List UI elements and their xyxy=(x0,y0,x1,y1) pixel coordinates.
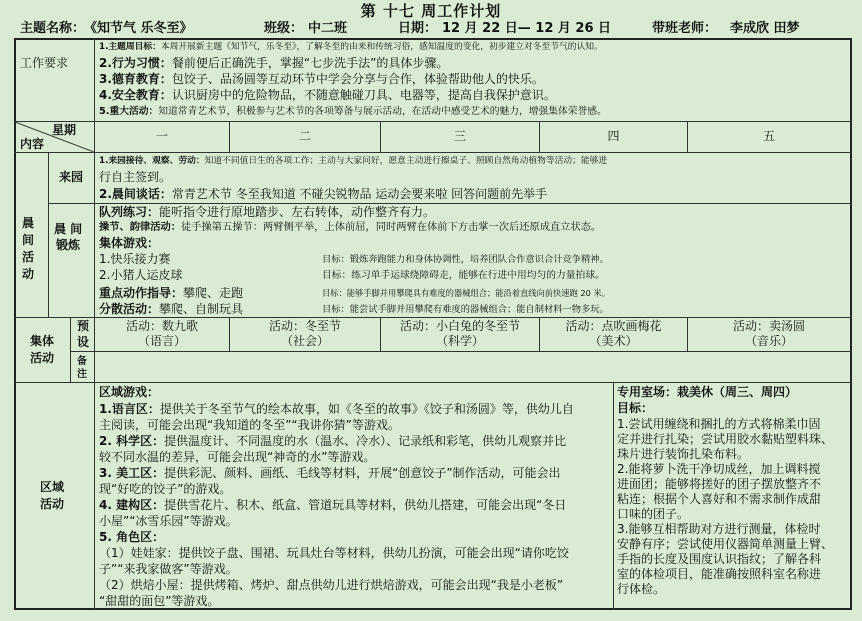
rule-area-label xyxy=(94,382,95,610)
rule-after-week-header xyxy=(14,152,852,153)
rule-req-label xyxy=(94,38,95,122)
rule-after-reception xyxy=(48,203,852,204)
day-tue: 二 xyxy=(298,129,311,143)
date-label: 日期： xyxy=(398,21,438,36)
content-label: 内容 xyxy=(20,137,45,151)
weekday-label: 星期 xyxy=(52,123,77,137)
area-line-4: 较不同水温的差异，可能会出现“神奇的水”等游戏。 xyxy=(99,450,376,464)
scattered-activity-goal: 目标：能尝试手脚并用攀爬有难度的器械组合；能自制材料一物多玩。 xyxy=(322,304,609,315)
req-item-3: 3.德育教育：包饺子、品汤圆等互动环节中学会分享与合作，体验帮助他人的快乐。 xyxy=(99,72,544,86)
area-games-title: 区域游戏： xyxy=(99,385,160,399)
special-line-12: 行体检。 xyxy=(617,582,666,596)
theme-name: 《知节气 乐冬至》 xyxy=(84,21,193,36)
plan-label-1: 预 xyxy=(77,319,90,333)
area-line-1: 1.语言区：提供关于冬至节气的绘本故事，如《冬至的故事》《饺子和汤圆》等，供幼儿自 xyxy=(99,402,574,416)
special-room-title: 专用室场：栽美休（周三、周四） xyxy=(617,385,798,399)
special-line-10: 手指的长度及围度认识指纹；了解各科 xyxy=(617,552,822,566)
special-line-6: 粘连；根据个人喜好和不需求制作成甜 xyxy=(617,492,822,506)
rule-plan-note xyxy=(70,351,852,352)
teacher-names: 李成欣 田梦 xyxy=(730,21,800,36)
day-wed: 三 xyxy=(453,129,466,143)
activity-mon: 活动：数九歌 （语言） xyxy=(125,319,198,348)
exercise-label-1: 晨 间 xyxy=(54,222,83,236)
special-line-4: 2.能将萝卜洗干净切成丝，加上调料搅 xyxy=(617,462,821,476)
req-item-1: 1.主题周目标：本周开展新主题《知节气，乐冬至》，了解冬至的由来和传统习俗，感知温度的变化，初步建立对冬至节气的认知。 xyxy=(99,42,603,52)
gym-rhythm: 操节、韵律活动：徒手操第五操节：两臂侧平举，上体前屈，同时两臂在体前下方击掌一次后还原成直立状态。 xyxy=(99,221,602,233)
special-goal-label: 目标： xyxy=(617,401,654,415)
plan-label-2: 设 xyxy=(77,335,90,349)
rule-morning-sub xyxy=(94,152,95,318)
teacher-label: 带班老师： xyxy=(652,21,718,36)
special-line-5: 进面团；能够将搓好的团子摆放整齐不 xyxy=(617,477,822,491)
area-line-13: “甜甜的面包”等游戏。 xyxy=(99,594,220,608)
focus-guidance: 重点动作指导：攀爬、走跑 xyxy=(99,286,244,300)
group-label-2: 活动 xyxy=(30,351,55,365)
special-line-2: 定并进行扎染；尝试用胶水黏贴塑料珠、 xyxy=(617,432,834,446)
day-thu: 四 xyxy=(607,129,620,143)
class-name: 中二班 xyxy=(308,21,348,36)
day-fri: 五 xyxy=(762,129,775,143)
class-label: 班级： xyxy=(264,21,304,36)
special-line-7: 口味的团子。 xyxy=(617,507,690,521)
morning-label-2: 间 xyxy=(22,233,35,247)
game-2-name: 2.小猪人运皮球 xyxy=(99,268,183,282)
activity-tue: 活动：冬至节 （社会） xyxy=(268,319,341,348)
game-1-name: 1.快乐接力赛 xyxy=(99,252,171,266)
morning-label-3: 活 xyxy=(22,250,35,264)
area-label-2: 活动 xyxy=(40,497,65,511)
area-line-9: 5. 角色区： xyxy=(99,530,165,544)
activity-thu: 活动：点吹画梅花 （美术） xyxy=(565,319,662,348)
area-line-11: 子”“来我家做客”等游戏。 xyxy=(99,562,238,576)
area-line-3: 2. 科学区：提供温度计、不同温度的水（温水、冷水）、记录纸和彩笔，供幼儿观察并比 xyxy=(99,434,567,448)
reception-label: 来园 xyxy=(59,170,84,184)
rule-morning-label xyxy=(48,152,49,318)
activity-fri: 活动：卖汤圆 （音乐） xyxy=(732,319,805,348)
req-item-2: 2.行为习惯：餐前便后正确洗手，掌握“七步洗手法”的具体步骤。 xyxy=(99,56,449,70)
theme-label: 主题名称： xyxy=(20,21,86,36)
rule-after-morning xyxy=(14,317,852,318)
area-line-5: 3. 美工区：提供彩泥、颜料、画纸、毛线等材料，开展“创意饺子”制作活动，可能会出 xyxy=(99,466,561,480)
day-mon: 一 xyxy=(155,129,168,143)
reception-line-3: 2.晨间谈话：常青艺术节 冬至我知道 不碰尖锐物品 运动会要来啦 回答问题前先举手 xyxy=(99,187,548,201)
area-line-2: 主阅读，可能会出现“我知道的冬至”“我讲你猜”等游戏。 xyxy=(99,418,400,432)
special-line-11: 室的体检项目，能准确按照科室名称进 xyxy=(617,567,822,581)
scattered-activity: 分散活动：攀爬、自制玩具 xyxy=(99,302,244,316)
special-line-1: 1.尝试用缠绕和捆扎的方式将棉柔巾固 xyxy=(617,417,821,431)
game-2-goal: 目标：练习单手运球绕障碍走，能够在行进中用均匀的力量拍球。 xyxy=(322,270,605,281)
group-games-title: 集体游戏： xyxy=(99,236,160,250)
area-line-8: 小屋”“冰雪乐园”等游戏。 xyxy=(99,514,238,528)
special-line-3: 珠片进行装饰扎染布料。 xyxy=(617,447,750,461)
reception-line-1: 1.来园接待、观察、劳动：知道不同值日生的各项工作；主动与大家问好，愿意主动进行擦桌子、照顾自然角动植物等活动；能够进 xyxy=(99,156,608,166)
morning-label-1: 晨 xyxy=(22,216,35,230)
work-requirements-label: 工作要求 xyxy=(20,56,69,70)
rule-group-label xyxy=(70,317,71,383)
area-line-7: 4. 建构区：提供雪花片、积木、纸盒、管道玩具等材料，供幼儿搭建，可能会出现“冬日 xyxy=(99,498,567,512)
focus-guidance-goal: 目标：能够手脚并用攀爬具有难度的器械组合；能沿着直线向前快速跑 20 米。 xyxy=(322,288,610,298)
req-item-4: 4.安全教育：认识厨房中的危险物品，不随意触碰刀具、电器等，提高自我保护意识。 xyxy=(99,88,556,102)
special-line-8: 3.能够互相帮助对方进行测量，体检时 xyxy=(617,522,821,536)
date-range: 12 月 22 日— 12 月 26 日 xyxy=(442,21,612,36)
exercise-label-2: 锻炼 xyxy=(56,238,81,252)
page-title: 第 十七 周工作计划 xyxy=(360,2,502,20)
table-border-right xyxy=(850,38,852,610)
special-line-9: 安静有序；尝试使用仪器简单测量上臂、 xyxy=(617,537,834,551)
area-line-6: 现“好吃的饺子”的游戏。 xyxy=(99,482,232,496)
queue-practice: 队列练习：能听指令进行原地踏步、左右转体，动作整齐有力。 xyxy=(99,205,436,219)
area-line-12: （2）烘焙小屋：提供烤箱、烤炉、甜点供幼儿进行烘焙游戏，可能会出现“我是小老板” xyxy=(99,578,564,592)
note-label-1: 备 xyxy=(77,356,87,367)
note-label-2: 注 xyxy=(77,369,87,380)
game-1-goal: 目标：锻炼奔跑能力和身体协调性，培养团队合作意识合计竞争精神。 xyxy=(322,254,609,265)
rule-after-requirements xyxy=(14,121,852,122)
area-line-10: （1）娃娃家：提供饺子盘、围裙、玩具灶台等材料，供幼儿扮演，可能会出现“请你吃饺 xyxy=(99,546,569,560)
morning-label-4: 动 xyxy=(22,267,35,281)
group-label-1: 集体 xyxy=(30,334,55,348)
area-label-1: 区域 xyxy=(40,480,65,494)
rule-after-group xyxy=(14,382,852,383)
req-item-5: 5.重大活动：知道常青艺术节，积极参与艺术节的各项筹备与展示活动，在活动中感受艺术的魅力，增强集体荣誉感。 xyxy=(99,106,607,117)
reception-line-2: 行自主签到。 xyxy=(99,170,172,184)
activity-wed: 活动：小白兔的冬至节 （科学） xyxy=(399,319,520,348)
rule-area-special xyxy=(613,382,614,610)
